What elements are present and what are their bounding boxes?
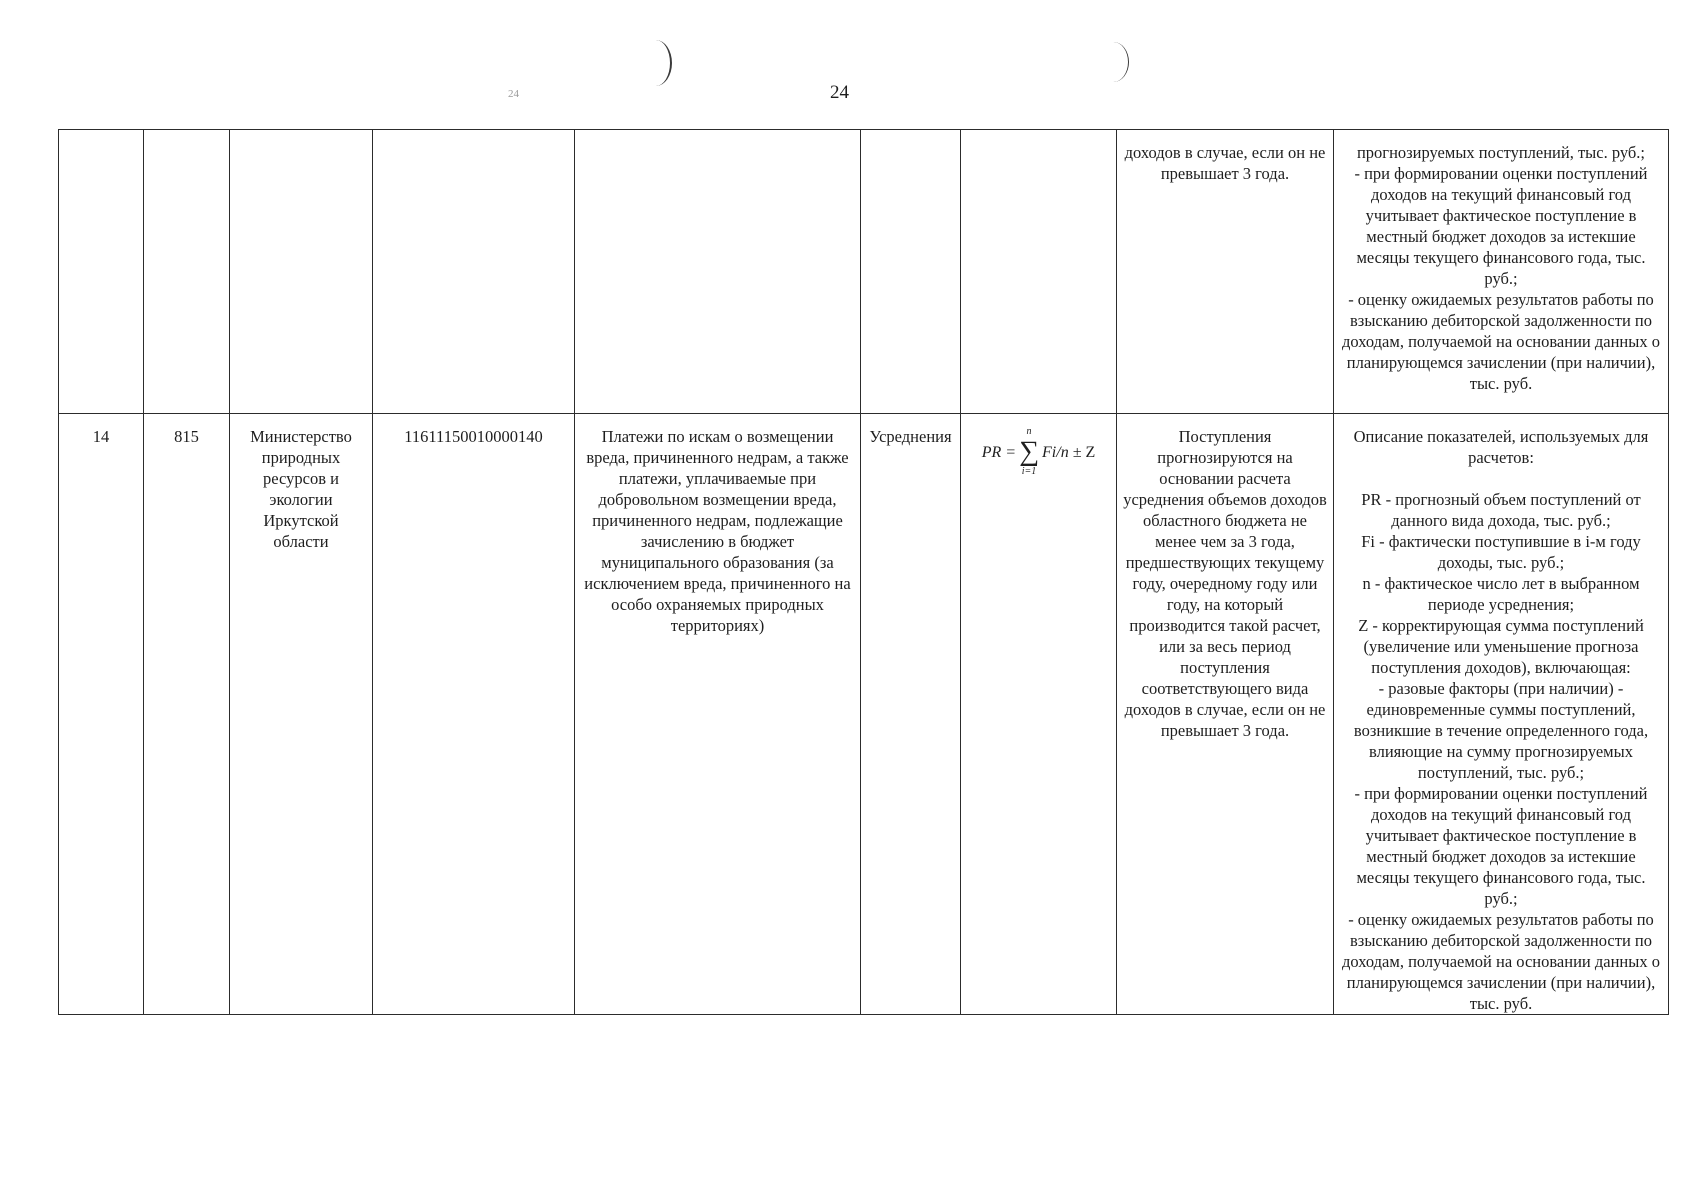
description-line: - при формировании оценки поступлений доходов на текущий финансовый год учитывает фактическое поступление в местный бюджет доходов за истекшие месяцы текущего финансового года, тыс. руб.;: [1354, 784, 1648, 908]
description-line: прогнозируемых поступлений, тыс. руб.;: [1356, 143, 1646, 162]
cell-income-name: Платежи по искам о возмещении вреда, причиненного недрам, а также платежи, уплачиваемые при добровольном возмещении вреда, причиненного недрам, подлежащие зачислению в бюджет муниципального образования (за исключением вреда, причиненного на особо охраняемых природных территориях): [575, 414, 861, 1015]
cell-method-text: доходов в случае, если он не превышает 3 года.: [1117, 130, 1334, 414]
cell-formula: [961, 414, 1117, 1015]
description-line: PR - прогнозный объем поступлений от данного вида дохода, тыс. руб.;: [1361, 490, 1641, 530]
description-line: Описание показателей, используемых для расчетов:: [1353, 427, 1649, 467]
cell-admin-name: Министерство природных ресурсов и экологии Иркутской области: [230, 414, 373, 1015]
scan-artifact-right: [1098, 42, 1129, 82]
formula-z: Z: [1085, 443, 1096, 461]
description-line: - при формировании оценки поступлений доходов на текущий финансовый год учитывает фактическое поступление в местный бюджет доходов за истекшие месяцы текущего финансового года, тыс. руб.;: [1354, 164, 1648, 288]
description-line: - оценку ожидаемых результатов работы по взысканию дебиторской задолженности по доходам, получаемой на основании данных о планирующемся зачислении (при наличии), тыс. руб.: [1342, 910, 1660, 1013]
cell-description: [1334, 414, 1669, 1015]
cell-admin-code: [144, 130, 230, 414]
cell-formula: [961, 130, 1117, 414]
formula-sum: [1019, 426, 1039, 478]
description-line: Fi - фактически поступившие в i-м году доходы, тыс. руб.;: [1361, 532, 1641, 572]
cell-number: [59, 130, 144, 414]
description-line: - оценку ожидаемых результатов работы по взысканию дебиторской задолженности по доходам, получаемой на основании данных о планирующемся зачислении (при наличии), тыс. руб.: [1342, 290, 1660, 393]
cell-number: 14: [59, 414, 144, 1015]
description-line: Z - корректирующая сумма поступлений (увеличение или уменьшение прогноза поступления доходов), включающая:: [1358, 616, 1644, 677]
cell-kbk-code: [373, 130, 575, 414]
sigma-symbol: ∑: [1019, 436, 1040, 467]
description-line: - разовые факторы (при наличии) - единовременные суммы поступлений, возникшие в течение определенного года, влияющие на сумму прогнозируемых поступлений, тыс. руб.;: [1353, 679, 1649, 782]
description-line: [1339, 468, 1663, 489]
cell-description: [1334, 130, 1669, 414]
scan-artifact-left: [640, 40, 672, 86]
stray-page-mark: 24: [508, 88, 519, 100]
cell-method: Усреднения: [861, 414, 961, 1015]
cell-method: [861, 130, 961, 414]
formula-lower-limit: i=1: [1021, 466, 1037, 477]
page-number: 24: [830, 82, 849, 103]
cell-income-name: [575, 130, 861, 414]
cell-method-text: Поступления прогнозируются на основании расчета усреднения объемов доходов областного бюджета не менее чем за 3 года, предшествующих текущему году, очередному году или году, на который производится такой расчет, или за весь период поступления соответствующего вида доходов в случае, если он не превышает 3 года.: [1117, 414, 1334, 1015]
description-line: n - фактическое число лет в выбранном периоде усреднения;: [1362, 574, 1640, 614]
cell-admin-code: 815: [144, 414, 230, 1015]
formula-lhs: PR =: [981, 443, 1017, 461]
formula-rhs: Fi/n ±: [1042, 443, 1082, 461]
cell-kbk-code: 11611150010000140: [373, 414, 575, 1015]
revenue-forecast-table: [58, 129, 1669, 1015]
table-row-14: [59, 414, 1669, 1015]
forecast-formula: [982, 426, 1096, 478]
cell-admin-name: [230, 130, 373, 414]
formula-upper-limit: n: [1026, 426, 1032, 437]
table-row-continued: [59, 130, 1669, 414]
